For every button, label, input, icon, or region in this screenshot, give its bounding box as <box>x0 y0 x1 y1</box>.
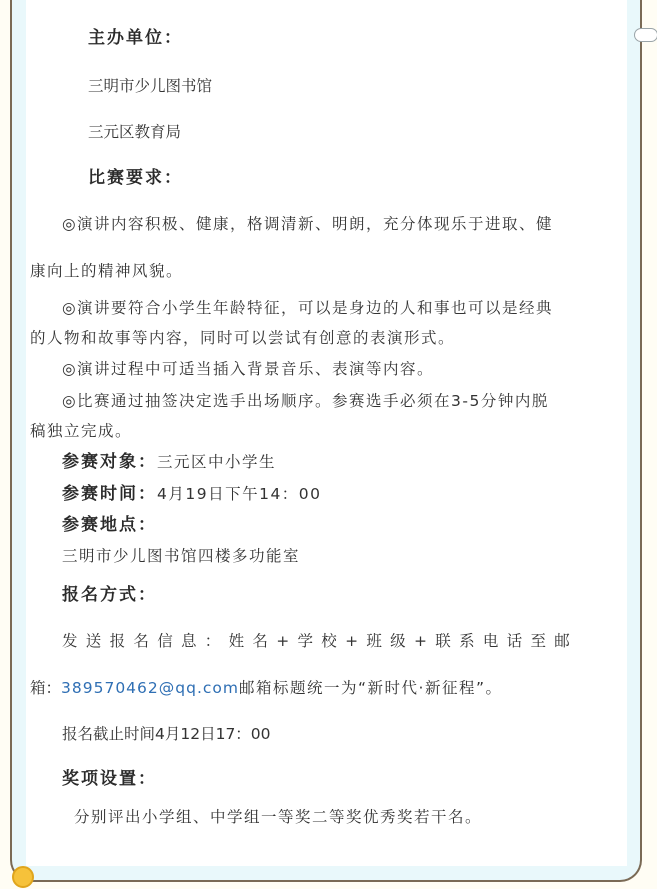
target-value: 三元区中小学生 <box>157 453 277 471</box>
requirement-line: 的人物和故事等内容，同时可以尝试有创意的表演形式。 <box>30 329 456 347</box>
requirement-text: 演讲内容积极、健康，格调清新、明朗，充分体现乐于进取、健 <box>77 215 554 233</box>
organizer-item: 三明市少儿图书馆 <box>88 77 213 95</box>
registration-heading: 报名方式： <box>62 585 157 605</box>
email-link[interactable]: 389570462@qq.com <box>61 679 239 697</box>
time-row <box>62 484 322 504</box>
target-label: 参赛对象： <box>62 452 157 472</box>
time-value: 4月19日下午14：00 <box>157 485 322 503</box>
registration-text: 邮箱标题统一为“新时代·新征程”。 <box>238 679 503 697</box>
awards-text: 分别评出小学组、中学组一等奖二等奖优秀奖若干名。 <box>74 808 483 826</box>
requirement-line: 稿独立完成。 <box>30 422 133 440</box>
requirement-line <box>62 214 553 234</box>
target-row <box>62 452 276 472</box>
requirement-text: 演讲要符合小学生年龄特征，可以是身边的人和事也可以是经典 <box>77 299 554 317</box>
requirement-text: 演讲过程中可适当插入背景音乐、表演等内容。 <box>77 360 435 378</box>
requirements-heading: 比赛要求： <box>88 168 183 188</box>
sun-icon <box>12 866 34 888</box>
requirement-line <box>62 359 434 379</box>
bullet-icon: ◎ <box>62 392 78 410</box>
bullet-icon: ◎ <box>62 360 78 378</box>
requirement-line <box>62 391 549 411</box>
requirement-text: 比赛通过抽签决定选手出场顺序。参赛选手必须在3-5分钟内脱 <box>77 392 549 410</box>
time-label: 参赛时间： <box>62 484 157 504</box>
place-label: 参赛地点： <box>62 515 157 535</box>
bullet-icon: ◎ <box>62 299 78 317</box>
organizer-heading: 主办单位： <box>88 28 183 48</box>
place-value: 三明市少儿图书馆四楼多功能室 <box>62 547 301 565</box>
requirement-line: 康向上的精神风貌。 <box>30 262 184 280</box>
awards-heading: 奖项设置： <box>62 769 157 789</box>
registration-text: 箱： <box>30 679 62 697</box>
registration-line <box>30 678 502 698</box>
organizer-item: 三元区教育局 <box>88 123 182 141</box>
requirement-line <box>62 298 553 318</box>
cloud-icon <box>634 28 657 42</box>
registration-line: 发送报名信息：姓名+学校+班级+联系电话至邮 <box>62 632 579 650</box>
bullet-icon: ◎ <box>62 215 78 233</box>
registration-deadline: 报名截止时间4月12日17：00 <box>62 725 271 743</box>
